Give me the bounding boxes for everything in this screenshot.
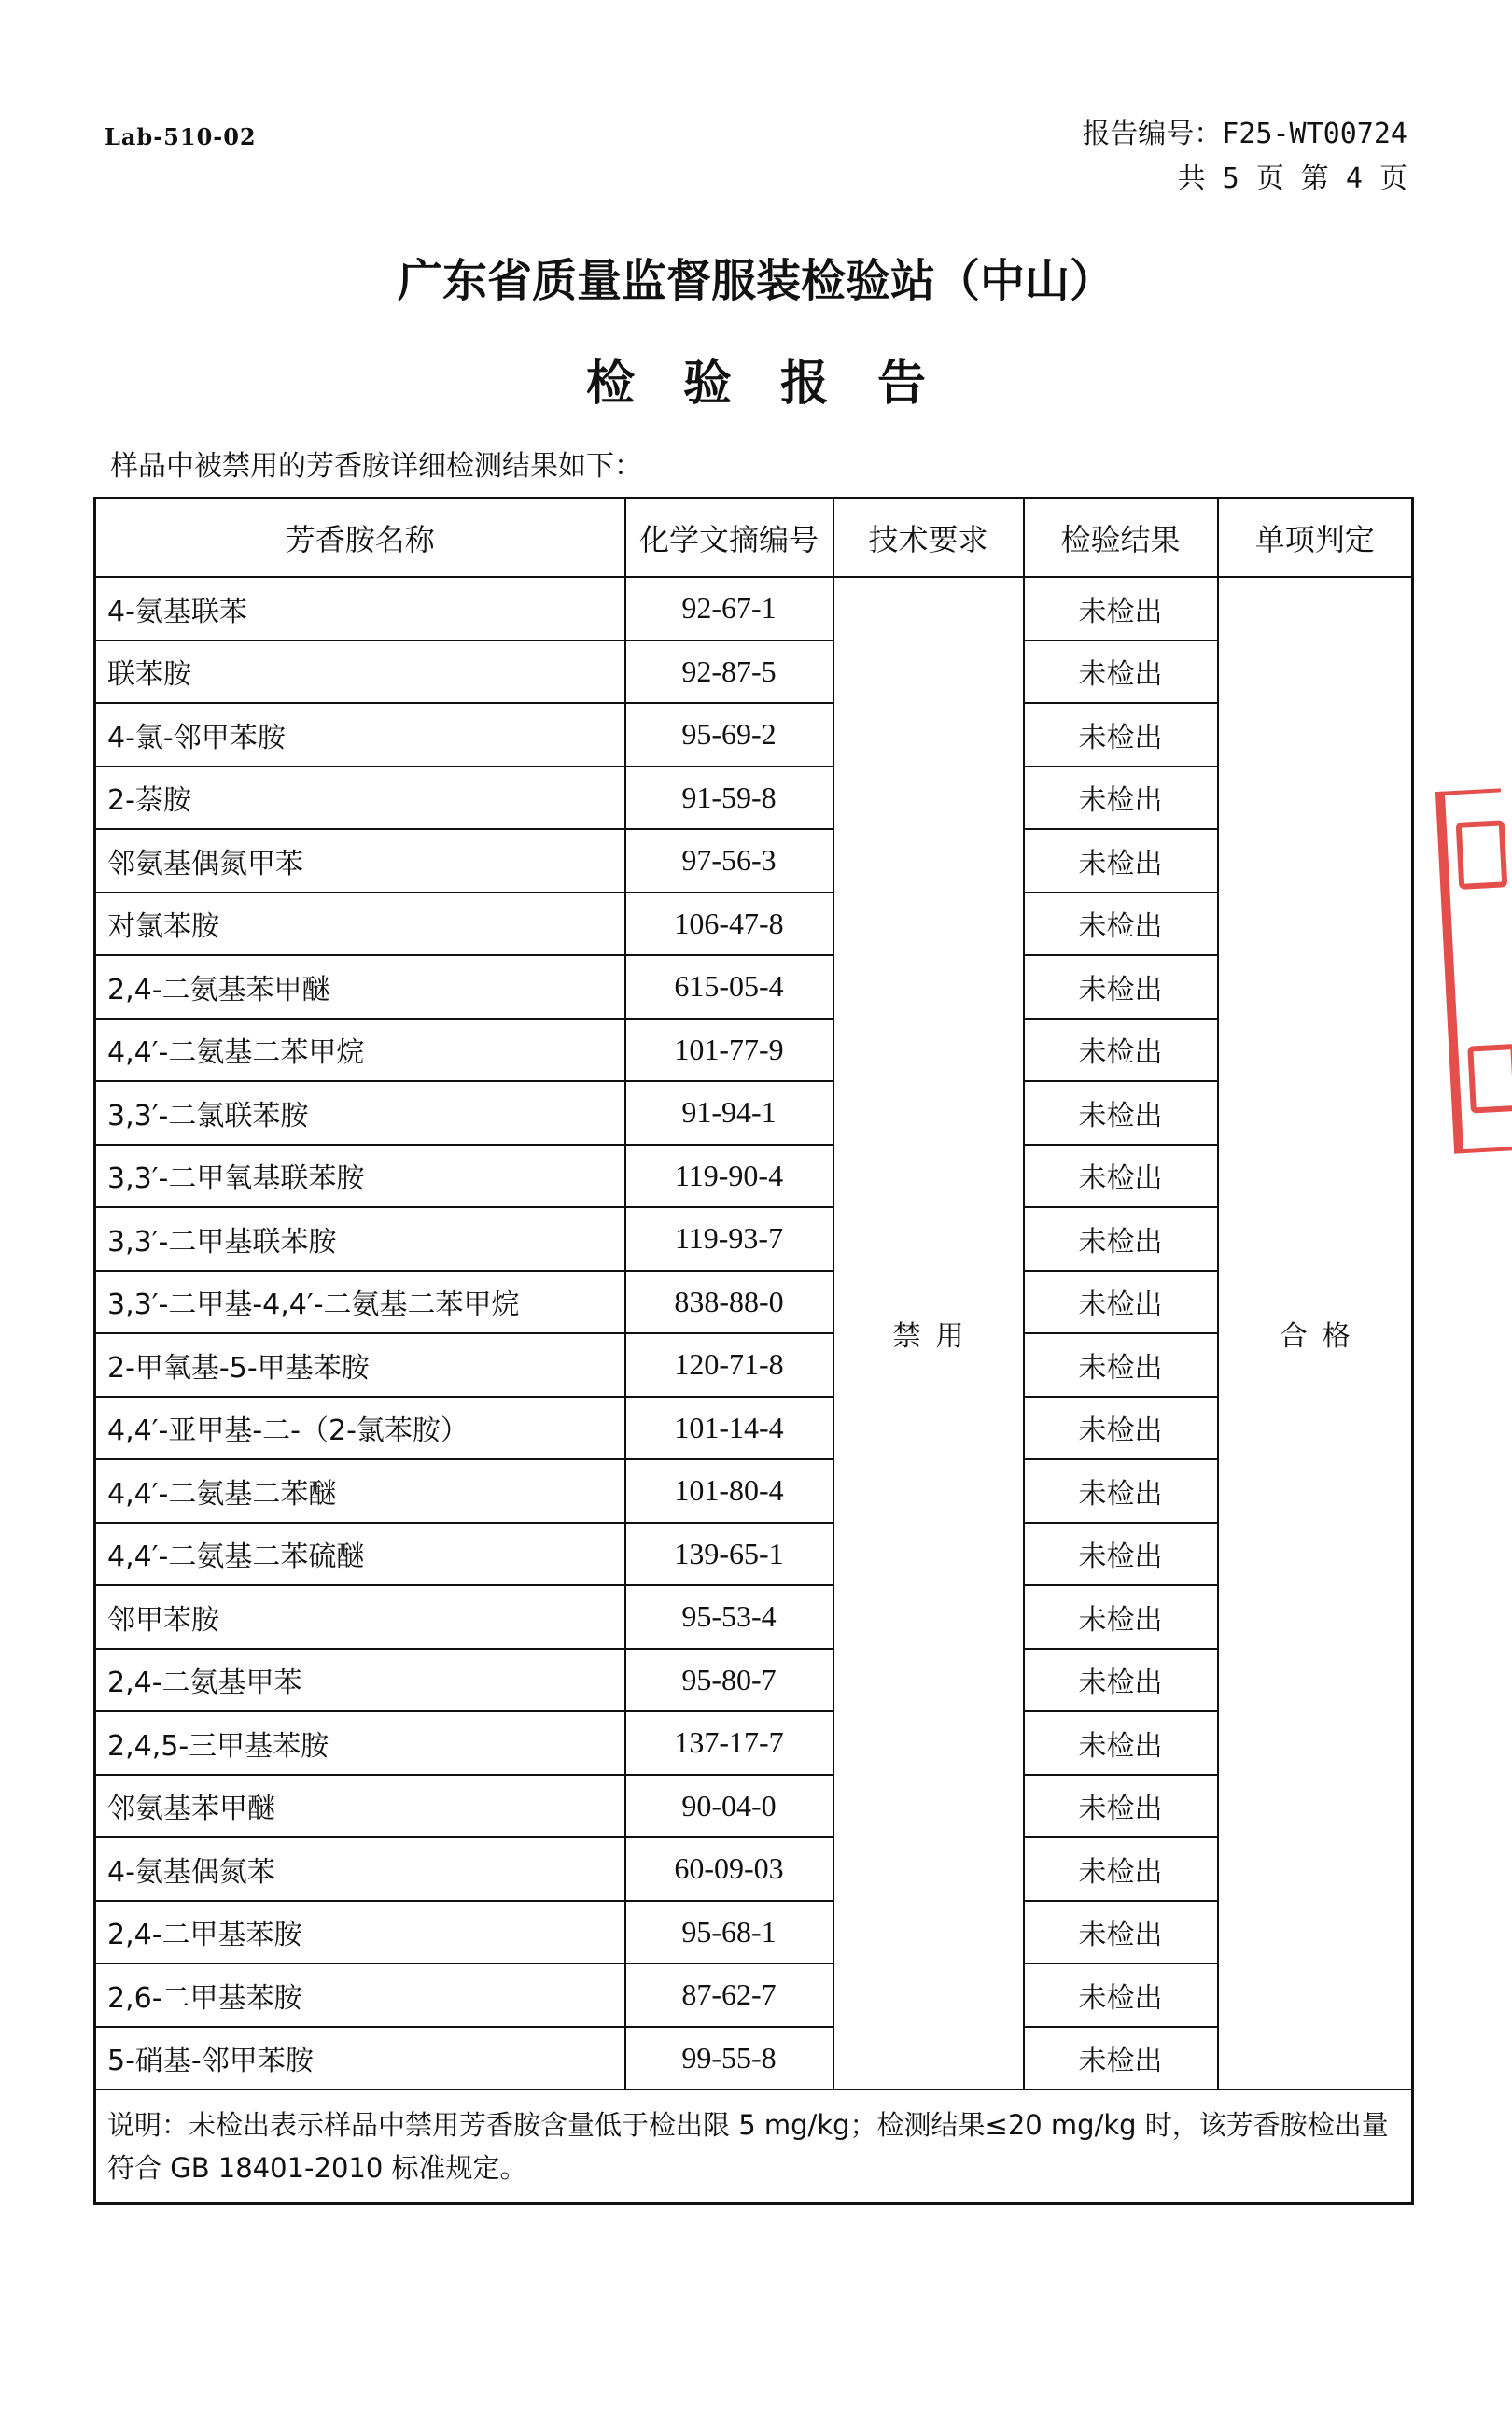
amine-name-cell: 2-甲氧基-5-甲基苯胺 — [95, 1333, 625, 1397]
result-cell: 未检出 — [1024, 1711, 1218, 1775]
amine-name-cell: 4-氯-邻甲苯胺 — [95, 703, 625, 767]
result-cell: 未检出 — [1024, 1081, 1218, 1145]
requirement-cell: 禁用 — [833, 577, 1024, 2089]
result-cell: 未检出 — [1024, 767, 1218, 830]
table-row — [95, 1333, 1413, 1397]
table-row — [95, 1459, 1413, 1523]
amine-name-cell: 2-萘胺 — [95, 767, 625, 830]
result-cell: 未检出 — [1024, 1333, 1218, 1397]
amine-name-cell: 3,3′-二氯联苯胺 — [95, 1081, 625, 1145]
header-amine-name: 芳香胺名称 — [95, 499, 625, 578]
stamp-mark — [1467, 1044, 1512, 1114]
cas-number-cell: 139-65-1 — [625, 1523, 833, 1586]
table-row — [95, 1711, 1413, 1775]
table-row — [95, 893, 1413, 956]
amine-name-cell: 邻甲苯胺 — [95, 1585, 625, 1649]
cas-number-cell: 91-94-1 — [625, 1081, 833, 1145]
result-cell: 未检出 — [1024, 1271, 1218, 1334]
cas-number-cell: 838-88-0 — [625, 1271, 833, 1334]
amine-name-cell: 联苯胺 — [95, 640, 625, 704]
table-row — [95, 1271, 1413, 1334]
header-result: 检验结果 — [1024, 499, 1218, 578]
cas-number-cell: 91-59-8 — [625, 767, 833, 830]
amine-name-cell: 4,4′-二氨基二苯醚 — [95, 1459, 625, 1523]
result-cell: 未检出 — [1024, 1837, 1218, 1901]
amine-name-cell: 2,4,5-三甲基苯胺 — [95, 1711, 625, 1775]
table-row — [95, 703, 1413, 767]
result-cell: 未检出 — [1024, 829, 1218, 893]
cas-number-cell: 106-47-8 — [625, 893, 833, 956]
cas-number-cell: 95-53-4 — [625, 1585, 833, 1649]
cas-number-cell: 119-93-7 — [625, 1207, 833, 1271]
amine-name-cell: 2,4-二甲基苯胺 — [95, 1901, 625, 1964]
amine-name-cell: 3,3′-二甲基-4,4′-二氨基二苯甲烷 — [95, 1271, 625, 1334]
result-cell: 未检出 — [1024, 640, 1218, 704]
cas-number-cell: 137-17-7 — [625, 1711, 833, 1775]
page-info: 共 5 页 第 4 页 — [1177, 162, 1407, 195]
cas-number-cell: 87-62-7 — [625, 1963, 833, 2027]
result-cell: 未检出 — [1024, 1145, 1218, 1208]
cas-number-cell: 119-90-4 — [625, 1145, 833, 1208]
table-row — [95, 1081, 1413, 1145]
table-row — [95, 829, 1413, 893]
result-cell: 未检出 — [1024, 1207, 1218, 1271]
amine-name-cell: 3,3′-二甲氧基联苯胺 — [95, 1145, 625, 1208]
cas-number-cell: 101-14-4 — [625, 1397, 833, 1460]
table-row — [95, 1145, 1413, 1208]
table-row — [95, 2027, 1413, 2090]
table-row — [95, 1207, 1413, 1271]
table-row — [95, 640, 1413, 704]
amine-name-cell: 2,6-二甲基苯胺 — [95, 1963, 625, 2027]
amine-name-cell: 4-氨基偶氮苯 — [95, 1837, 625, 1901]
amine-name-cell: 4,4′-二氨基二苯甲烷 — [95, 1019, 625, 1082]
cas-number-cell: 92-87-5 — [625, 640, 833, 704]
cas-number-cell: 90-04-0 — [625, 1775, 833, 1838]
table-row — [95, 1585, 1413, 1649]
cas-number-cell: 101-77-9 — [625, 1019, 833, 1082]
result-cell: 未检出 — [1024, 1649, 1218, 1712]
cas-number-cell: 120-71-8 — [625, 1333, 833, 1397]
result-cell: 未检出 — [1024, 1019, 1218, 1082]
table-row — [95, 1019, 1413, 1082]
result-cell: 未检出 — [1024, 2027, 1218, 2090]
report-meta — [1082, 112, 1407, 202]
amine-name-cell: 4-氨基联苯 — [95, 577, 625, 640]
result-cell: 未检出 — [1024, 703, 1218, 767]
organization-title: 广东省质量监督服装检验站（中山） — [397, 255, 1114, 307]
judgement-cell: 合格 — [1218, 577, 1413, 2089]
cas-number-cell: 95-80-7 — [625, 1649, 833, 1712]
amine-name-cell: 邻氨基苯甲醚 — [95, 1775, 625, 1838]
result-cell: 未检出 — [1024, 1397, 1218, 1460]
red-seal-stamp — [1435, 788, 1512, 1153]
table-row — [95, 1523, 1413, 1586]
amine-name-cell: 2,4-二氨基苯甲醚 — [95, 955, 625, 1019]
result-cell: 未检出 — [1024, 893, 1218, 956]
result-cell: 未检出 — [1024, 1901, 1218, 1964]
table-row — [95, 1963, 1413, 2027]
cas-number-cell: 60-09-03 — [625, 1837, 833, 1901]
amine-name-cell: 对氯苯胺 — [95, 893, 625, 956]
amine-name-cell: 4,4′-亚甲基-二-（2-氯苯胺） — [95, 1397, 625, 1460]
document-title: 检验报告 — [585, 356, 974, 412]
stamp-mark — [1456, 820, 1508, 890]
results-table — [93, 497, 1414, 2205]
amine-name-cell: 邻氨基偶氮甲苯 — [95, 829, 625, 893]
cas-number-cell: 92-67-1 — [625, 577, 833, 640]
cas-number-cell: 101-80-4 — [625, 1459, 833, 1523]
result-cell: 未检出 — [1024, 1523, 1218, 1586]
cas-number-cell: 615-05-4 — [625, 955, 833, 1019]
header-cas-number: 化学文摘编号 — [625, 499, 833, 578]
amine-name-cell: 3,3′-二甲基联苯胺 — [95, 1207, 625, 1271]
intro-text: 样品中被禁用的芳香胺详细检测结果如下： — [110, 450, 642, 483]
table-row — [95, 1775, 1413, 1838]
report-number: 报告编号：F25-WT00724 — [1082, 118, 1407, 150]
form-code: Lab-510-02 — [105, 123, 257, 150]
table-row — [95, 577, 1413, 640]
result-cell: 未检出 — [1024, 1775, 1218, 1838]
table-note: 说明：未检出表示样品中禁用芳香胺含量低于检出限 5 mg/kg；检测结果≤20 mg/kg 时，该芳香胺检出量符合 GB 18401-2010 标准规定。 — [95, 2089, 1413, 2204]
amine-name-cell: 4,4′-二氨基二苯硫醚 — [95, 1523, 625, 1586]
table-row — [95, 1837, 1413, 1901]
result-cell: 未检出 — [1024, 1963, 1218, 2027]
amine-name-cell: 5-硝基-邻甲苯胺 — [95, 2027, 625, 2090]
result-cell: 未检出 — [1024, 1459, 1218, 1523]
header-requirement: 技术要求 — [833, 499, 1024, 578]
amine-name-cell: 2,4-二氨基甲苯 — [95, 1649, 625, 1712]
result-cell: 未检出 — [1024, 577, 1218, 640]
cas-number-cell: 95-68-1 — [625, 1901, 833, 1964]
table-header-row — [95, 499, 1413, 578]
result-cell: 未检出 — [1024, 1585, 1218, 1649]
note-row — [95, 2089, 1413, 2204]
table-row — [95, 955, 1413, 1019]
cas-number-cell: 99-55-8 — [625, 2027, 833, 2090]
cas-number-cell: 97-56-3 — [625, 829, 833, 893]
header-judgement: 单项判定 — [1218, 499, 1413, 578]
cas-number-cell: 95-69-2 — [625, 703, 833, 767]
result-cell: 未检出 — [1024, 955, 1218, 1019]
table-row — [95, 1397, 1413, 1460]
table-row — [95, 767, 1413, 830]
table-row — [95, 1649, 1413, 1712]
table-row — [95, 1901, 1413, 1964]
